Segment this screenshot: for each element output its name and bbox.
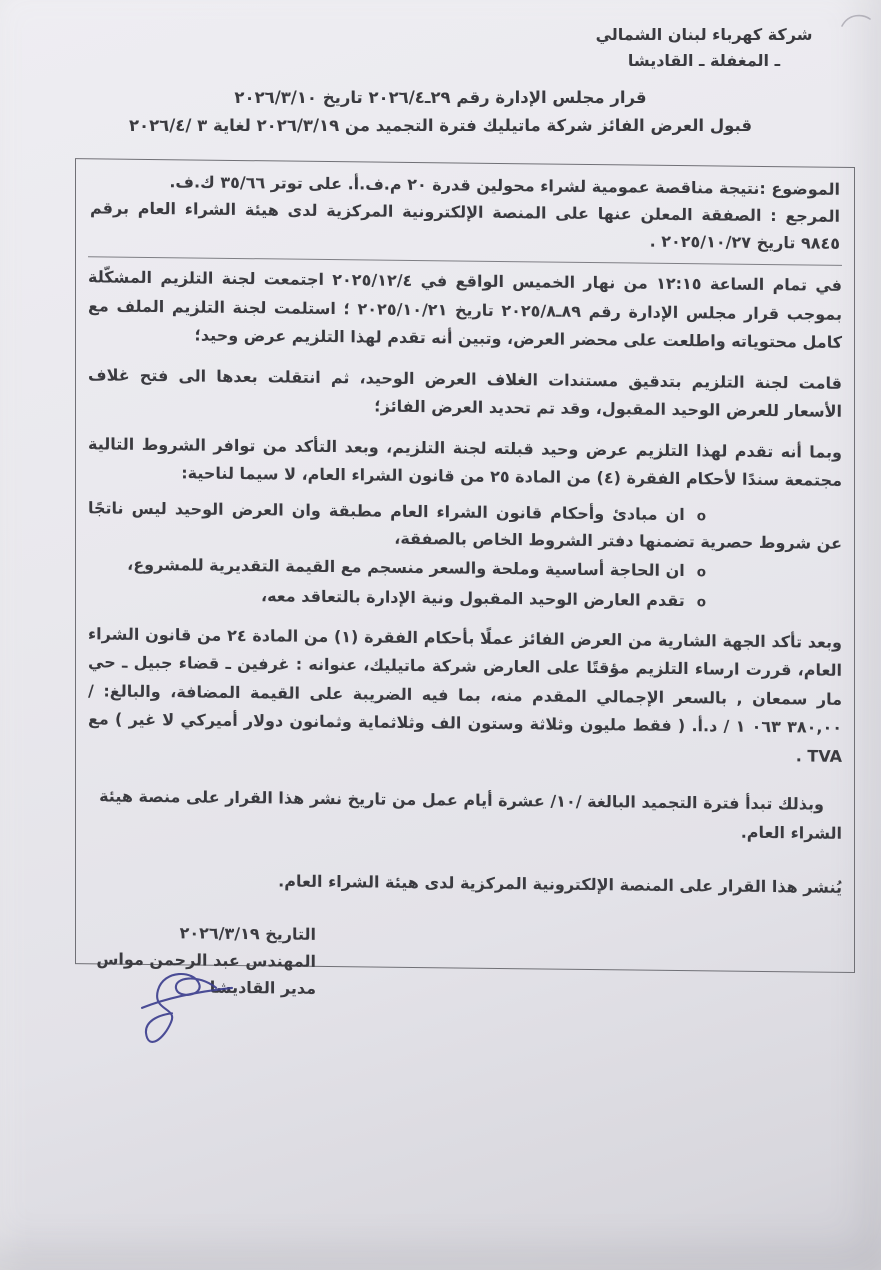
- decision-body-box: [75, 158, 855, 998]
- decision-title-line2: قبول العرض الفائز شركة ماتيليك فترة التجميد من ٢٠٢٦/٣/١٩ لغاية ٣ /٢٠٢٦/٤: [128, 116, 753, 135]
- list-item-text: ان الحاجة أساسية وملحة والسعر منسجم مع القيمة التقديرية للمشروع،: [127, 554, 685, 580]
- signature-block: [88, 918, 316, 1002]
- list-item-text: ان مبادئ وأحكام قانون الشراء العام مطبقة وان العرض الوحيد ليس ناتجًا عن شروط حصرية تضمنها دفتر الشروط الخاص بالصفقة،: [88, 497, 842, 553]
- meta-section: [88, 163, 842, 266]
- reference-line: المرجع : الصفقة المعلن عنها على المنصة الإلكترونية المركزية لدى هيئة الشراء العام برقم ٩٨٤٥ تاريخ ٢٠٢٥/١٠/٢٧ .: [90, 198, 840, 253]
- company-header: [549, 22, 859, 74]
- list-item-text: تقدم العارض الوحيد المقبول ونية الإدارة بالتعاقد معه،: [260, 585, 685, 610]
- list-item: [88, 551, 842, 587]
- company-subtitle: ـ المغفلة ـ القاديشا: [627, 51, 781, 70]
- decision-title: [40, 84, 841, 140]
- decision-title-line1: قرار مجلس الإدارة رقم ٢٩ـ٢٠٢٦/٤ تاريخ ٢٠٢٦/٣/١٠: [234, 88, 647, 107]
- bullet-circle-icon: o: [696, 563, 706, 580]
- list-item: [88, 495, 842, 557]
- paragraph-publication: يُنشر هذا القرار على المنصة الإلكترونية المركزية لدى هيئة الشراء العام.: [278, 871, 842, 897]
- paragraph-envelope-audit: قامت لجنة التلزيم بتدقيق مستندات الغلاف العرض الوحيد، ثم انتقلت بعدها الى فتح غلاف الأسعار للعرض الوحيد المقبول، وقد تم تحديد العرض الفائز؛: [88, 364, 842, 421]
- company-name: شركة كهرباء لبنان الشمالي: [595, 25, 813, 44]
- conditions-list: [88, 495, 842, 617]
- paragraph-conditions-intro: وبما أنه تقدم لهذا التلزيم عرض وحيد قبلته لجنة التلزيم، وبعد التأكد من توافر الشروط التالية مجتمعة سندًا لأحكام الفقرة (٤) من المادة ٢٥ من قانون الشراء العام، لا سيما لناحية:: [88, 433, 842, 490]
- bullet-circle-icon: o: [696, 593, 706, 610]
- subject-line: الموضوع :نتيجة مناقصة عمومية لشراء محولين قدرة ٢٠ م.ف.أ. على توتر ٣٥/٦٦ ك.ف.: [169, 172, 840, 199]
- paragraph-award-decision: وبعد تأكد الجهة الشارية من العرض الفائز عملًا بأحكام الفقرة (١) من المادة ٢٤ من قانون الشراء العام، قررت ارساء التلزيم مؤقتًا على العارض شركة ماتيليك، عنوانه : غرفين ـ قضاء جبيل ـ حي مار سمعان , بالسعر الإجمالي المقدم منه، بما فيه الضريبة على القيمة المضافة، والبالغ: /١ ٠٦٣ ٣٨٠,٠٠ / د.أ. ( فقط مليون وثلاثة وستون الف وثلاثماية وثمانون دولار أميركي لا غير ) مع TVA .: [88, 623, 843, 766]
- signature-name: المهندس عبد الرحمن مواس: [96, 948, 316, 971]
- signature-role: مدير القاديشا: [209, 977, 316, 998]
- paragraph-freeze-period: وبذلك تبدأ فترة التجميد البالغة /١٠/ عشرة أيام عمل من تاريخ نشر هذا القرار على منصة هيئة الشراء العام.: [99, 786, 842, 843]
- paragraph-committee-meeting: في تمام الساعة ١٢:١٥ من نهار الخميس الواقع في ٢٠٢٥/١٢/٤ اجتمعت لجنة التلزيم المشكّلة بموجب قرار مجلس الإدارة رقم ٨٩ـ٢٠٢٥/٨ تاريخ ٢٠٢٥/١٠/٢١ ؛ استلمت لجنة التلزيم الملف مع كامل محتوياته واطلعت على محضر العرض، وتبين أنه تقدم لهذا التلزيم عرض وحيد؛: [88, 267, 843, 352]
- bullet-circle-icon: o: [696, 507, 706, 524]
- signature-date: التاريخ ٢٠٢٦/٣/١٩: [179, 922, 316, 944]
- list-item: [88, 581, 842, 617]
